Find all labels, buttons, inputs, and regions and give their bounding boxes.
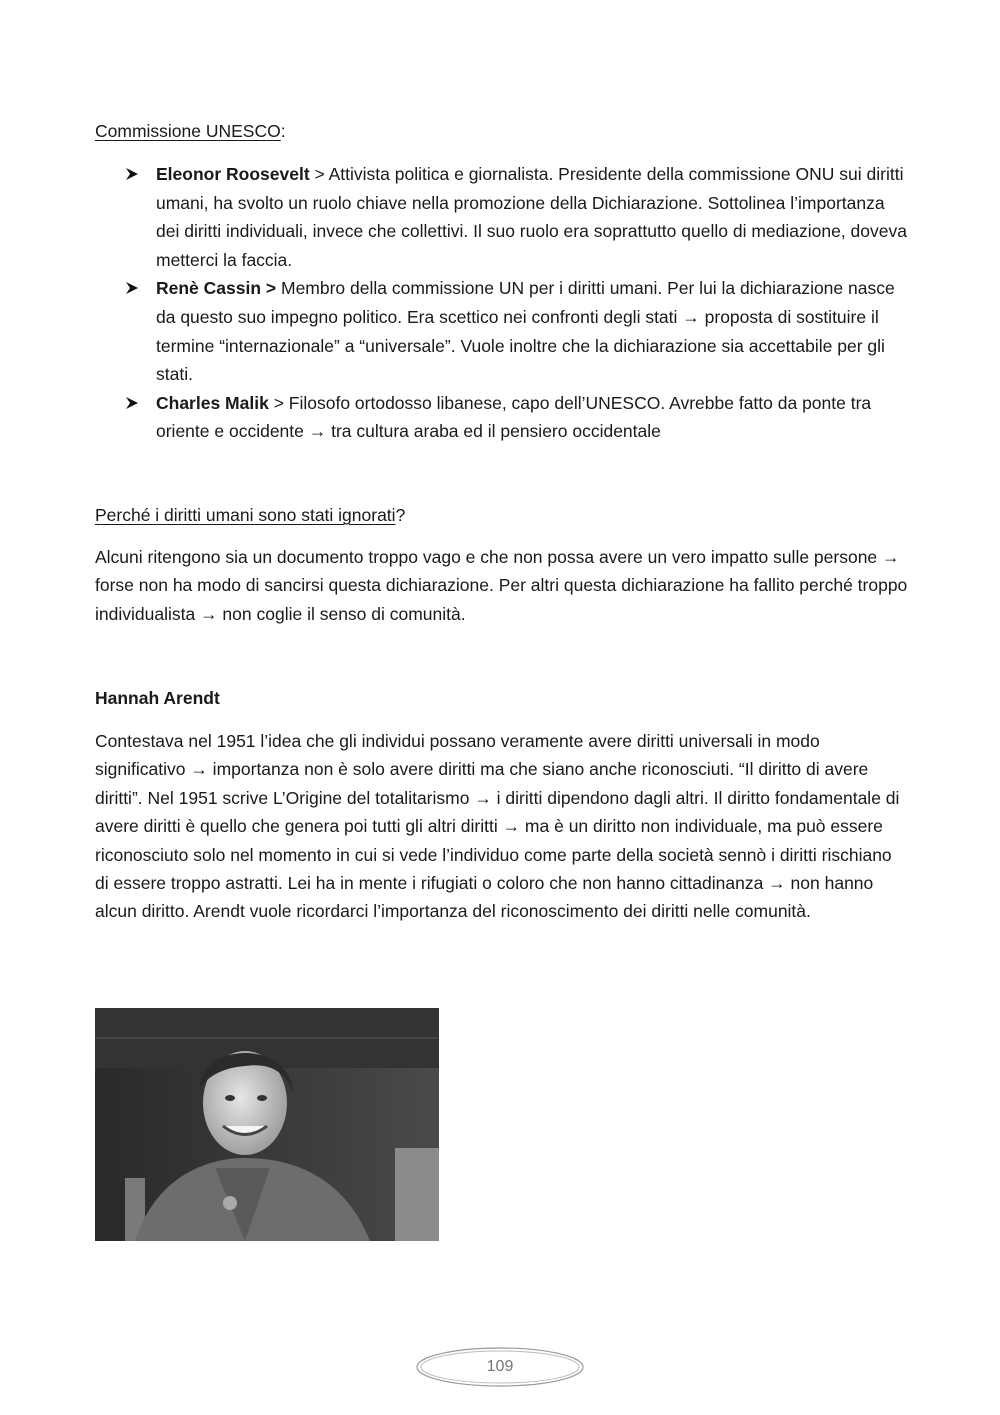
member-name: Renè Cassin > (156, 278, 277, 299)
commission-heading: Commissione UNESCO: (95, 121, 286, 141)
member-description: > Attivista politica e giornalista. Presidente della commissione ONU sui diritti umani, ha svolto un ruolo chiave nella promozione della Dichiarazione. Sottolinea l’importanza dei diritti individuali, invece che collettivi. Il suo ruolo era soprattutto quello di mediazione, doveva metterci la faccia. (156, 164, 907, 270)
portrait-photo-icon (95, 1008, 439, 1241)
page-number-badge (415, 1346, 585, 1388)
member-description: Membro della commissione UN per i diritti umani. Per lui la dichiarazione nasce da questo suo impegno politico. Era scettico nei confronti degli stati → proposta di sostituire il termine “internazionale” a “universale”. Vuole inoltre che la dichiarazione sia accettabile per gli stati. (156, 278, 895, 385)
member-name: Eleonor Roosevelt (156, 164, 310, 184)
list-item (95, 389, 910, 446)
list-item (95, 274, 910, 388)
page-number: 109 (486, 1358, 514, 1375)
list-item (95, 160, 910, 274)
member-name: Charles Malik (156, 392, 269, 413)
arrowhead-bullet-icon (125, 167, 139, 181)
commission-member-list (95, 160, 910, 446)
portrait-photo-graphic (95, 1008, 439, 1241)
member-description: > Filosofo ortodosso libanese, capo dell’UNESCO. Avrebbe fatto da ponte tra oriente e occidente → tra cultura araba ed il pensiero occidentale (156, 392, 872, 442)
arrowhead-bullet-icon (125, 396, 139, 410)
ignored-heading: Perché i diritti umani sono stati ignorati? (95, 505, 406, 525)
arrowhead-bullet-icon (125, 281, 139, 295)
arendt-paragraph: Contestava nel 1951 l’idea che gli individui possano veramente avere diritti universali in modo significativo → importanza non è solo avere diritti ma che siano anche riconosciuti. “Il diritto di avere diritti”. Nel 1951 scrive L’Origine del totalitarismo → i diritti dipendono dagli altri. Il diritto fondamentale di avere diritti è quello che genera poi tutti gli altri diritti → ma è un diritto non individuale, ma può essere riconosciuto solo nel momento in cui si vede l’individuo come parte della società sennò i diritti rischiano di essere troppo astratti. Lei ha in mente i rifugiati o coloro che non hanno cittadinanza → non hanno alcun diritto. Arendt vuole ricordarci l’importanza del riconoscimento dei diritti nelle comunità. (95, 731, 900, 922)
ignored-paragraph: Alcuni ritengono sia un documento troppo vago e che non possa avere un vero impatto sulle persone → forse non ha modo di sancirsi questa dichiarazione. Per altri questa dichiarazione ha fallito perché troppo individualista → non coglie il senso di comunità. (95, 547, 908, 624)
arendt-heading: Hannah Arendt (95, 688, 220, 708)
